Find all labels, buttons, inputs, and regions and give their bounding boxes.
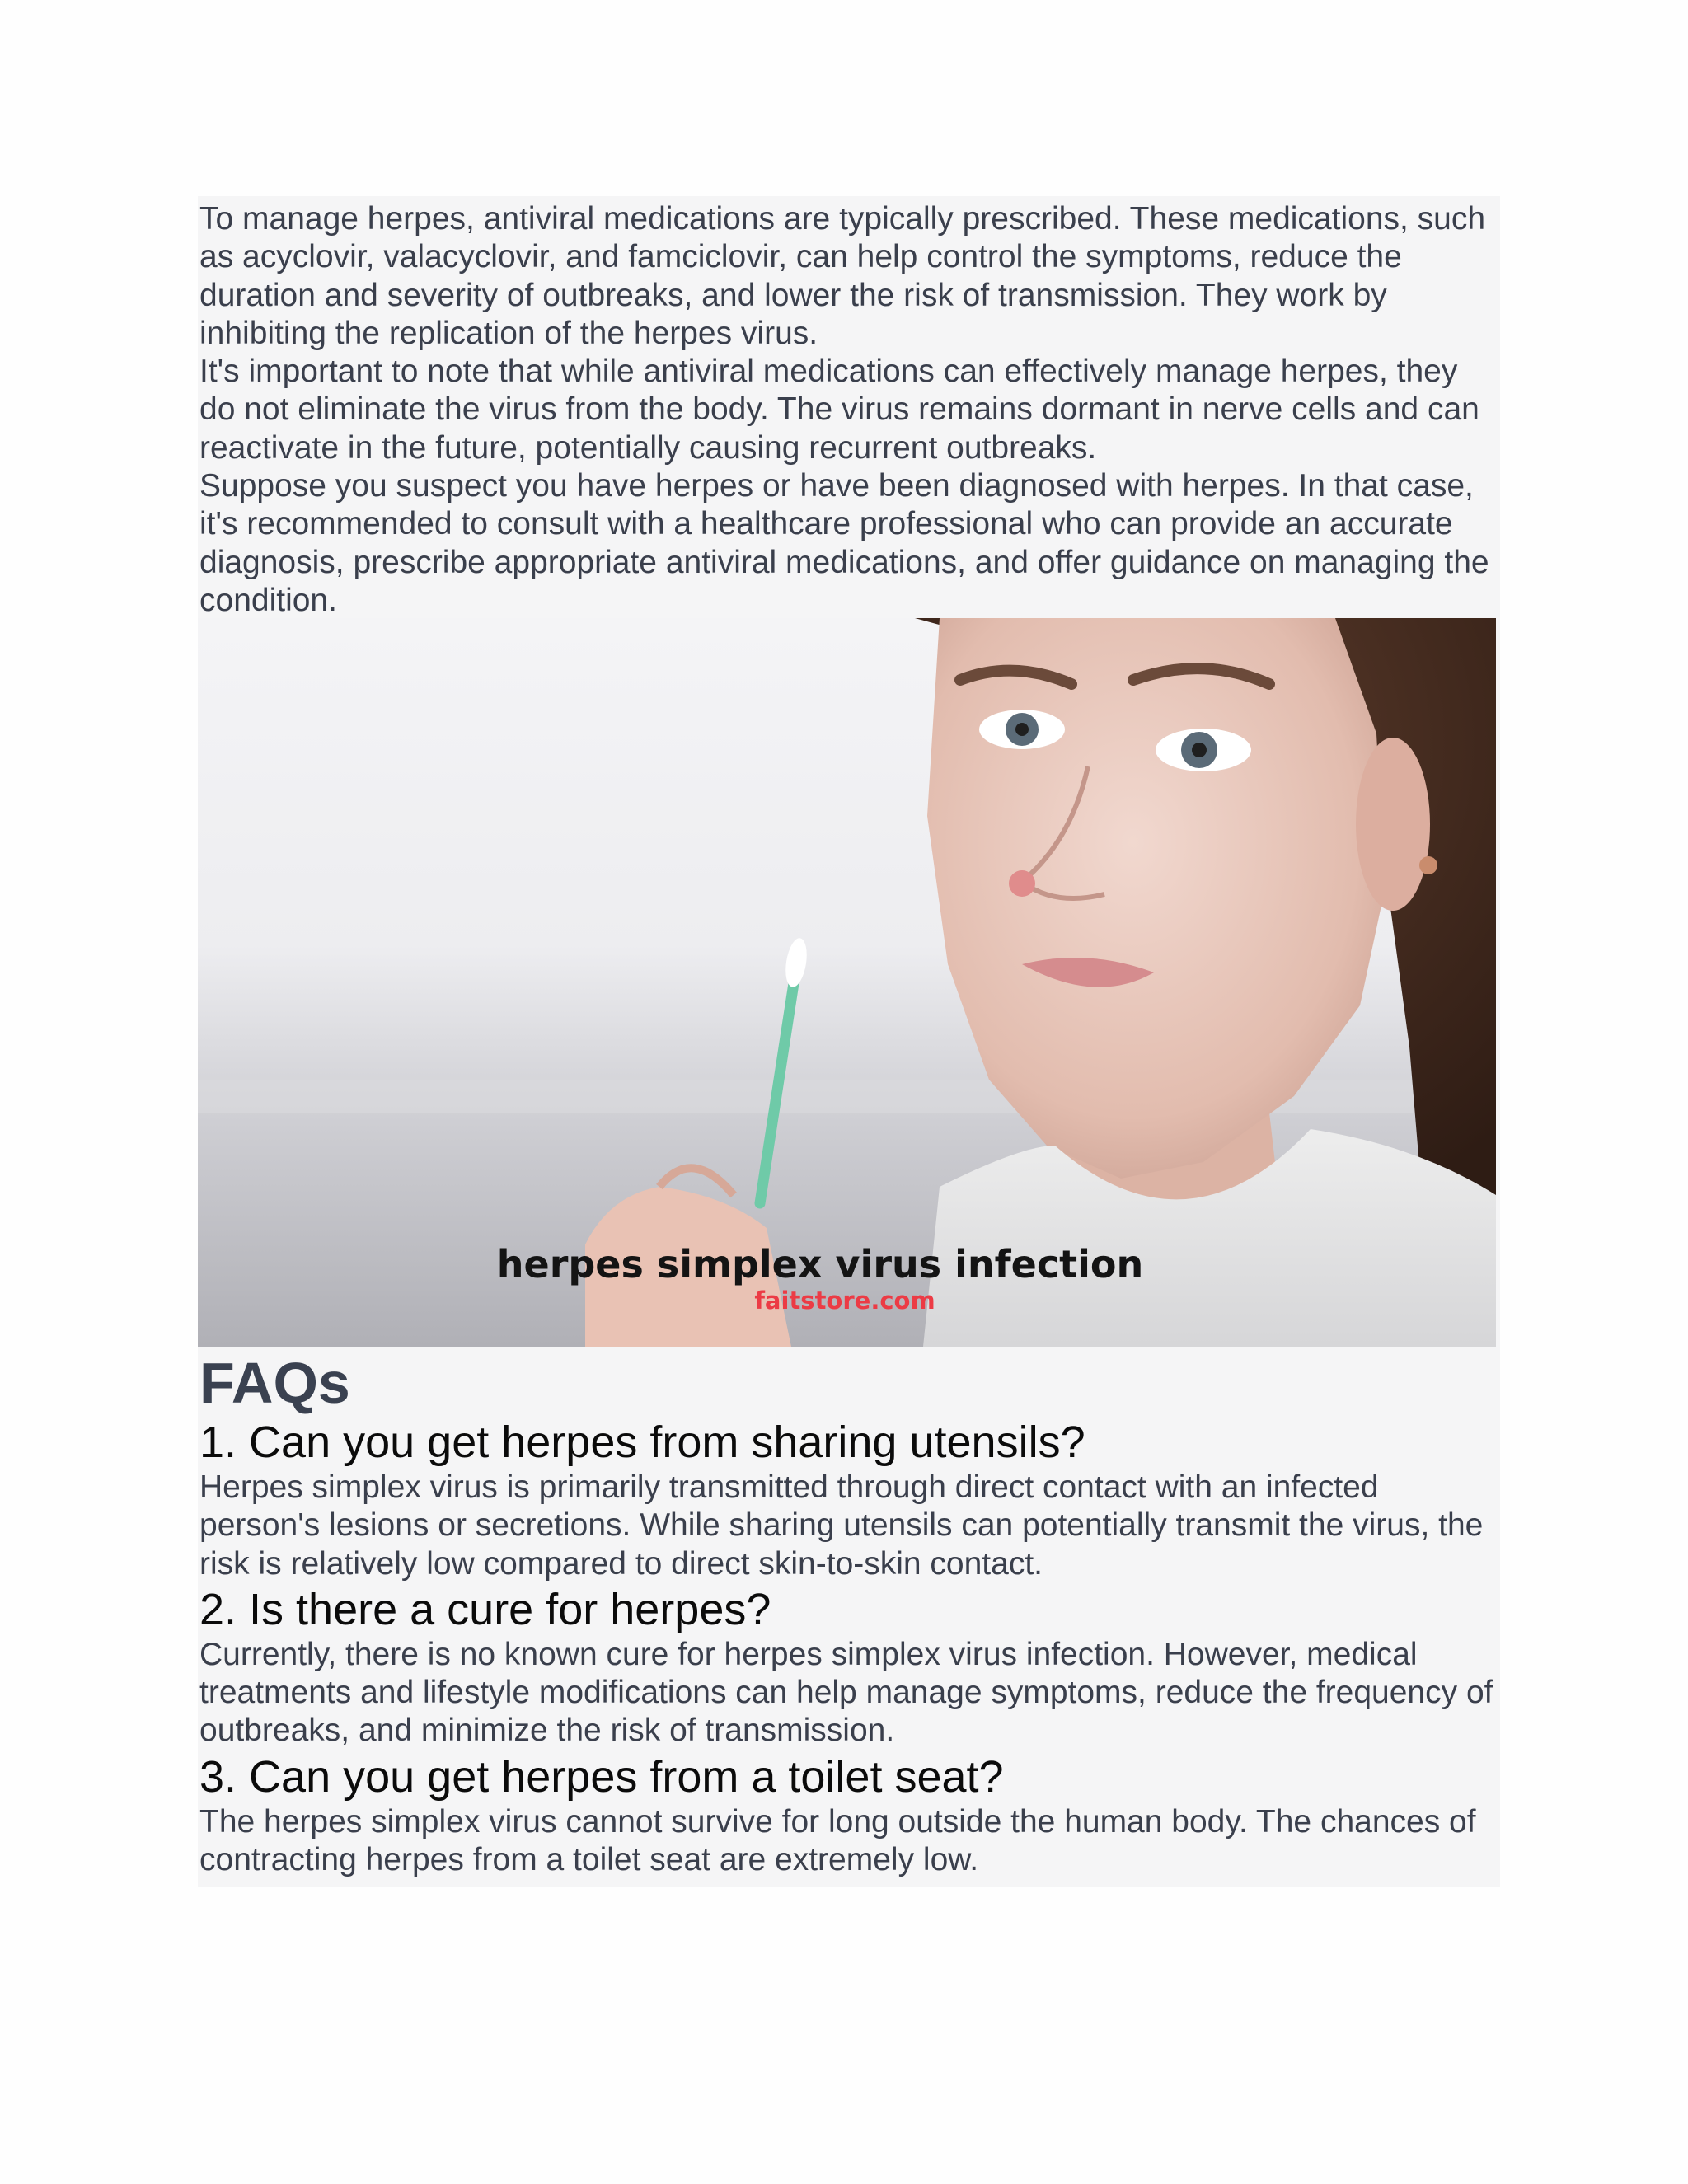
image-caption: herpes simplex virus infection bbox=[496, 1242, 1144, 1286]
faq-section bbox=[198, 1350, 1500, 1879]
faq-answer-3: The herpes simplex virus cannot survive for long outside the human body. The chances of contracting herpes from a toilet seat are extremely low. bbox=[199, 1803, 1476, 1878]
intro-paragraph-1: To manage herpes, antiviral medications are typically prescribed. These medications, such as acyclovir, valacyclovir, and famciclovir, can help control the symptoms, reduce the duration and severity of outbreaks, and lower the risk of transmission. They work by inhibiting the replication of the herpes virus. bbox=[199, 201, 1486, 351]
image-watermark: faitstore.com bbox=[754, 1286, 935, 1315]
faq-question-3: 3. Can you get herpes from a toilet seat? bbox=[199, 1751, 1004, 1802]
faq-title: FAQs bbox=[199, 1351, 350, 1415]
article-content bbox=[198, 196, 1500, 1887]
faq-question-1: 1. Can you get herpes from sharing utensils? bbox=[199, 1418, 1085, 1467]
faq-answer-1: Herpes simplex virus is primarily transmitted through direct contact with an infected person's lesions or secretions. While sharing utensils can potentially transmit the virus, the risk is relatively low compared to direct skin-to-skin contact. bbox=[199, 1469, 1484, 1582]
faq-question-2: 2. Is there a cure for herpes? bbox=[199, 1584, 771, 1634]
intro-paragraph-2: It's important to note that while antiviral medications can effectively manage herpes, they do not eliminate the virus from the body. The virus remains dormant in nerve cells and can reactivate in the future, potentially causing recurrent outbreaks. bbox=[199, 354, 1479, 466]
intro-paragraph-3: Suppose you suspect you have herpes or have been diagnosed with herpes. In that case, it's recommended to consult with a healthcare professional who can provide an accurate diagnosis, prescribe appropriate antiviral medications, and offer guidance on managing the condition. bbox=[199, 468, 1489, 618]
intro-section bbox=[198, 200, 1500, 620]
article-image bbox=[198, 618, 1496, 1347]
woman-with-cotton-swab-illustration bbox=[198, 618, 1496, 1347]
faq-answer-2: Currently, there is no known cure for herpes simplex virus infection. However, medical treatments and lifestyle modifications can help manage symptoms, reduce the frequency of outbreaks, and minimize the risk of transmission. bbox=[199, 1636, 1493, 1749]
